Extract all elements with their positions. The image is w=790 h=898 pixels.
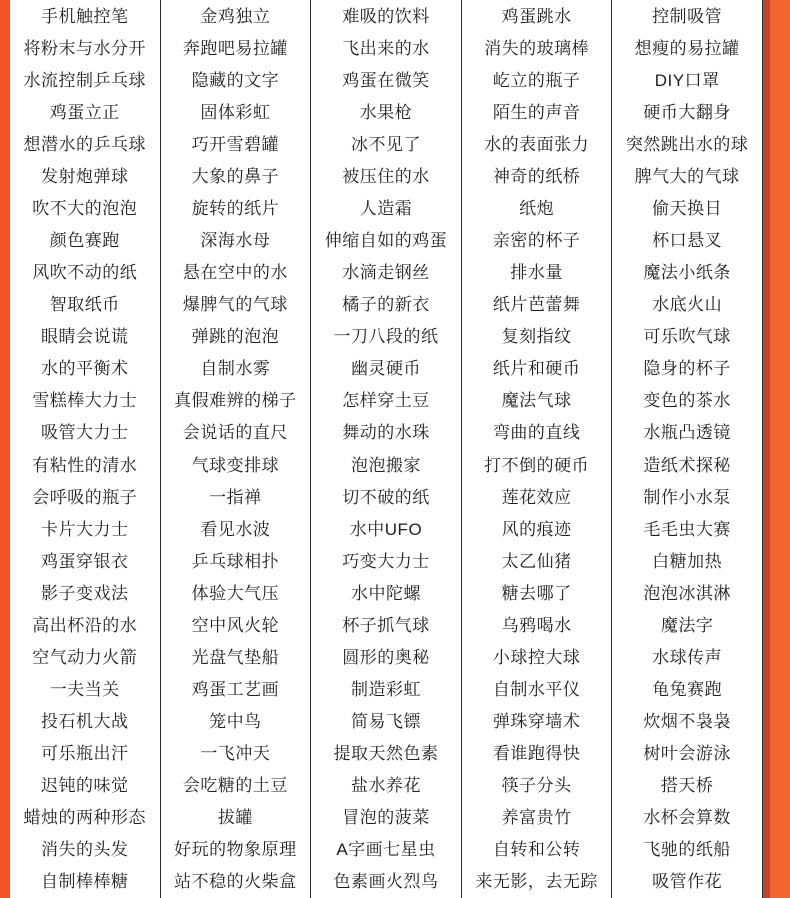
list-item: 搭天桥 [660, 776, 714, 796]
list-item: 巧开雪碧罐 [191, 134, 280, 154]
list-item: 水底火山 [652, 295, 723, 315]
list-item: 水杯会算数 [643, 808, 731, 828]
list-item: 影子变戏法 [41, 583, 129, 603]
list-item: 隐藏的文字 [191, 70, 280, 90]
list-item: 偷天换日 [652, 198, 723, 218]
list-item: 控制吸管 [652, 6, 723, 26]
list-item: 大象的鼻子 [191, 166, 280, 186]
list-item: 圆形的奥秘 [342, 647, 430, 667]
table-column [612, 0, 763, 898]
list-item: 纸炮 [519, 198, 555, 218]
list-item: 水中陀螺 [350, 583, 421, 603]
list-item: 颜色赛跑 [49, 231, 120, 251]
list-item: 奔跑吧易拉罐 [182, 38, 288, 58]
list-item: 会说话的直尺 [182, 423, 288, 443]
list-item: 泡泡冰淇淋 [643, 583, 731, 603]
list-item: 一飞冲天 [200, 744, 271, 764]
list-item: 毛毛虫大赛 [643, 519, 731, 539]
list-item: 一刀八段的纸 [333, 327, 439, 347]
list-item: 复刻指纹 [501, 327, 572, 347]
list-item: 太乙仙猪 [501, 551, 572, 571]
list-item: A字画七星虫 [336, 840, 436, 860]
list-item: 自制水平仪 [492, 680, 581, 700]
list-item: 水果枪 [359, 102, 413, 122]
left-accent-bar [0, 0, 10, 898]
list-item: 悬在空中的水 [182, 263, 288, 283]
list-item: 舞动的水珠 [342, 423, 430, 443]
list-item: 迟钝的味觉 [41, 776, 129, 796]
list-item: 隐身的杯子 [643, 359, 731, 379]
list-item: 人造霜 [359, 198, 413, 218]
list-item: 弯曲的直线 [492, 423, 581, 443]
list-item: 制造彩虹 [350, 680, 421, 700]
list-item: DIY口罩 [654, 70, 720, 90]
right-accent-inner-bar [763, 0, 770, 898]
list-item: 制作小水泵 [643, 487, 731, 507]
list-item: 杯子抓气球 [342, 615, 430, 635]
list-item: 飞驰的纸船 [643, 840, 731, 860]
list-item: 消失的头发 [41, 840, 129, 860]
list-item: 弹跳的泡泡 [191, 327, 280, 347]
list-item: 伸缩自如的鸡蛋 [324, 231, 448, 251]
list-item: 亲密的杯子 [492, 231, 581, 251]
list-item: 树叶会游泳 [643, 744, 731, 764]
list-item: 水流控制乒乓球 [23, 70, 147, 90]
list-item: 突然跳出水的球 [625, 134, 749, 154]
list-item: 可乐瓶出汗 [41, 744, 129, 764]
list-item: 排水量 [510, 263, 563, 283]
list-item: 泡泡搬家 [350, 455, 421, 475]
list-item: 提取天然色素 [333, 744, 439, 764]
list-item: 自转和公转 [492, 840, 581, 860]
list-item: 乌鸦喝水 [501, 615, 572, 635]
list-item: 魔法字 [660, 615, 714, 635]
list-item: 气球变排球 [191, 455, 280, 475]
list-item: 鸡蛋工艺画 [191, 680, 280, 700]
list-item: 看见水波 [200, 519, 271, 539]
list-item: 雪糕棒大力士 [32, 391, 138, 411]
list-item: 吸管作花 [652, 872, 723, 892]
list-item: 鸡蛋立正 [49, 102, 120, 122]
list-item: 鸡蛋在微笑 [342, 70, 430, 90]
list-item: 莲花效应 [501, 487, 572, 507]
list-item: 弹珠穿墙术 [492, 712, 581, 732]
list-item: 杯口悬叉 [652, 231, 723, 251]
list-item: 看谁跑得快 [492, 744, 581, 764]
list-item: 想潜水的乒乓球 [23, 134, 147, 154]
list-item: 蜡烛的两种形态 [23, 808, 147, 828]
list-item: 硬币大翻身 [643, 102, 731, 122]
list-item: 简易飞镖 [350, 712, 421, 732]
list-item: 有粘性的清水 [32, 455, 138, 475]
list-item: 白糖加热 [652, 551, 723, 571]
list-item: 纸片芭蕾舞 [492, 295, 581, 315]
list-item: 水的表面张力 [484, 134, 590, 154]
list-item: 被压住的水 [342, 166, 430, 186]
list-item: 真假难辨的梯子 [174, 391, 297, 411]
list-item: 智取纸币 [49, 295, 120, 315]
list-item: 旋转的纸片 [191, 198, 280, 218]
list-item: 纸片和硬币 [492, 359, 581, 379]
list-item: 炊烟不袅袅 [643, 712, 731, 732]
list-item: 爆脾气的气球 [182, 295, 288, 315]
list-item: 造纸术探秘 [643, 455, 731, 475]
list-item: 水中UFO [349, 519, 423, 539]
list-item: 光盘气垫船 [191, 647, 280, 667]
table-column [10, 0, 161, 898]
list-item: 色素画火烈鸟 [333, 872, 439, 892]
list-item: 来无影，去无踪 [475, 872, 598, 892]
list-item: 空气动力火箭 [32, 647, 138, 667]
list-item: 打不倒的硬币 [484, 455, 590, 475]
list-item: 怎样穿土豆 [342, 391, 430, 411]
list-item: 切不破的纸 [342, 487, 430, 507]
list-item: 站不稳的火柴盒 [174, 872, 297, 892]
list-item: 自制棒棒糖 [41, 872, 129, 892]
list-item: 一指禅 [209, 487, 262, 507]
list-item: 脾气大的气球 [634, 166, 740, 186]
list-item: 飞出来的水 [342, 38, 430, 58]
list-item: 吹不大的泡泡 [32, 198, 138, 218]
list-item: 深海水母 [200, 231, 271, 251]
list-item: 拔罐 [217, 808, 253, 828]
list-item: 筷子分头 [501, 776, 572, 796]
list-item: 龟兔赛跑 [652, 680, 723, 700]
list-item: 一夫当关 [49, 680, 120, 700]
list-item: 水球传声 [652, 647, 723, 667]
list-item: 投石机大战 [41, 712, 129, 732]
list-item: 乒乓球相扑 [191, 551, 280, 571]
list-item: 神奇的纸桥 [492, 166, 581, 186]
list-item: 卡片大力士 [41, 519, 129, 539]
list-item: 橘子的新衣 [342, 295, 430, 315]
list-item: 眼睛会说谎 [41, 327, 129, 347]
list-item: 魔法小纸条 [643, 263, 731, 283]
list-item: 糖去哪了 [501, 583, 572, 603]
list-item: 可乐吹气球 [643, 327, 731, 347]
list-item: 鸡蛋跳水 [501, 6, 572, 26]
list-item: 水的平衡术 [41, 359, 129, 379]
list-item: 会吃糖的土豆 [182, 776, 288, 796]
list-item: 冒泡的菠菜 [342, 808, 430, 828]
list-item: 空中风火轮 [191, 615, 280, 635]
list-item: 变色的茶水 [643, 391, 731, 411]
list-item: 手机触控笔 [41, 6, 129, 26]
list-item: 想瘦的易拉罐 [634, 38, 740, 58]
list-item: 巧变大力士 [342, 551, 430, 571]
list-item: 屹立的瓶子 [492, 70, 581, 90]
list-item: 笼中鸟 [209, 712, 262, 732]
list-item: 盐水养花 [350, 776, 421, 796]
list-item: 体验大气压 [191, 583, 280, 603]
list-item: 将粉末与水分开 [23, 38, 147, 58]
list-item: 魔法气球 [501, 391, 572, 411]
list-item: 消失的玻璃棒 [484, 38, 590, 58]
list-item: 吸管大力士 [41, 423, 129, 443]
list-item: 金鸡独立 [200, 6, 271, 26]
list-item: 鸡蛋穿银衣 [41, 551, 129, 571]
list-item: 风吹不动的纸 [32, 263, 138, 283]
list-item: 会呼吸的瓶子 [32, 487, 138, 507]
list-item: 水瓶凸透镜 [643, 423, 731, 443]
table-column [462, 0, 613, 898]
list-item: 陌生的声音 [492, 102, 581, 122]
list-item: 自制水雾 [200, 359, 271, 379]
experiment-title-table [10, 0, 763, 898]
list-item: 高出杯沿的水 [32, 615, 138, 635]
list-item: 冰不见了 [350, 134, 421, 154]
list-item: 固体彩虹 [200, 102, 271, 122]
table-column [311, 0, 462, 898]
right-accent-outer-bar [770, 0, 790, 898]
list-item: 好玩的物象原理 [174, 840, 297, 860]
list-item: 养富贵竹 [501, 808, 572, 828]
list-item: 发射炮弹球 [41, 166, 129, 186]
list-item: 小球控大球 [492, 647, 581, 667]
list-item: 幽灵硬币 [350, 359, 421, 379]
list-item: 难吸的饮料 [342, 6, 430, 26]
list-item: 风的痕迹 [501, 519, 572, 539]
list-item: 水滴走钢丝 [342, 263, 430, 283]
table-column [161, 0, 312, 898]
